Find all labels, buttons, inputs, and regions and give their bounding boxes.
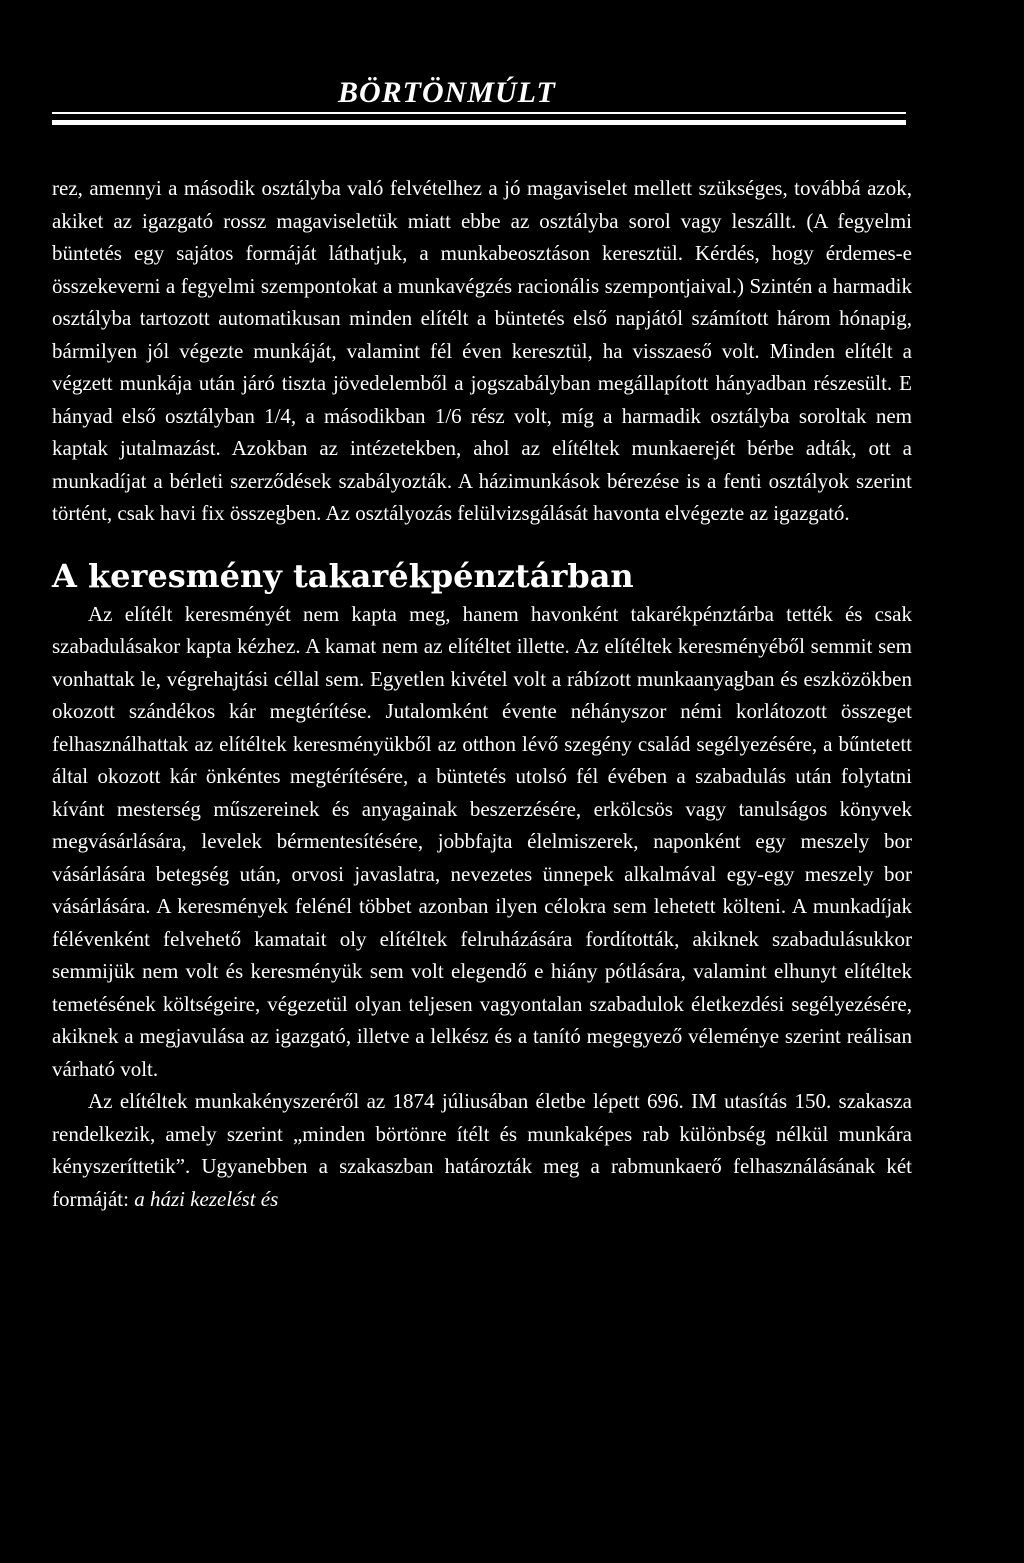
section-heading: A keresmény takarékpénztárban [52,556,634,595]
document-page [52,76,912,1215]
section-paragraph-2-italic: a házi kezelést és [134,1186,279,1211]
running-header [52,76,912,126]
section-paragraph-2 [52,1085,912,1215]
running-title: BÖRTÖNMÚLT [338,76,556,109]
header-rule-thick [52,120,906,125]
header-rule-thin [52,112,906,114]
body-text [52,172,912,1215]
section-paragraph-2-text: Az elítéltek munkakényszeréről az 1874 júliusában életbe lépett 696. IM utasítás 150. szakasza rendelkezik, amely szerint „minden börtönre ítélt és munkaképes rab különbség nélkül munkára kényszeríttetik”. Ugyanebben a szakaszban határozták meg a rabmunkaerő felhasználásának két formáját: [52,1089,912,1211]
section-paragraph-1: Az elítélt keresményét nem kapta meg, hanem havonként takarékpénztárba tették és csak szabadulásakor kapta kézhez. A kamat nem az elítéltet illette. Az elítéltek keresményéből semmit sem vonhattak le, végrehajtási céllal sem. Egyetlen kivétel volt a rábízott munkaanyagban és eszközökben okozott szándékos kár megtérítése. Jutalomként évente néhányszor némi korlátozott összeget felhasználhattak az elítéltek keresményükből az otthon lévő szegény család segélyezésére, a bűntetett által okozott kár önkéntes megtérítésére, a büntetés utolsó fél évében a szabadulás után folytatni kívánt mesterség műszereinek és anyagainak beszerzésére, erkölcsös vagy tanulságos könyvek megvásárlására, levelek bérmentesítésére, jobbfajta élelmiszerek, naponként egy meszely bor vásárlására betegség után, orvosi javaslatra, nevezetes ünnepek alkalmával egy-egy meszely bor vásárlására. A keresmények felénél többet azonban ilyen célokra sem lehetett költeni. A munkadíjak félévenként felvehető kamatait oly elítéltek felruházására fordították, akiknek szabadulásukkor semmijük nem volt és keresményük sem volt elegendő e hiány pótlására, valamint elhunyt elítéltek temetésének költségeire, végezetül olyan teljesen vagyontalan szabadulok életkezdési segélyezésére, akiknek a megjavulása az igazgató, illetve a lelkész és a tanító megegyező véleménye szerint reálisan várható volt. [52,601,912,1081]
paragraph-continued: rez, amennyi a második osztályba való felvételhez a jó magaviselet mellett szükséges, továbbá azok, akiket az igazgató rossz magaviseletük miatt ebbe az osztályba sorol vagy leszállt. (A fegyelmi büntetés egy sajátos formáját láthatjuk, a munkabeosztáson keresztül. Kérdés, hogy érdemes-e összekeverni a fegyelmi szempontokat a munkavégzés racionális szempontjaival.) Szintén a harmadik osztályba tartozott automatikusan minden elítélt a büntetés első napjától számított három hónapig, bármilyen jól végezte munkáját, valamint fél éven keresztül, ha visszaeső volt. Minden elítélt a végzett munkája után járó tiszta jövedelemből a jogszabályban megállapított hányadban részesült. E hányad első osztályban 1/4, a másodikban 1/6 rész volt, míg a harmadik osztályba soroltak nem kaptak jutalmazást. Azokban az intézetekben, ahol az elítéltek munkaerejét bérbe adták, ott a munkadíjat a bérleti szerződések szabályozták. A házimunkások bérezése is a fenti osztályok szerint történt, csak havi fix összegben. Az osztályozás felülvizsgálását havonta elvégezte az igazgató. [52,176,912,525]
